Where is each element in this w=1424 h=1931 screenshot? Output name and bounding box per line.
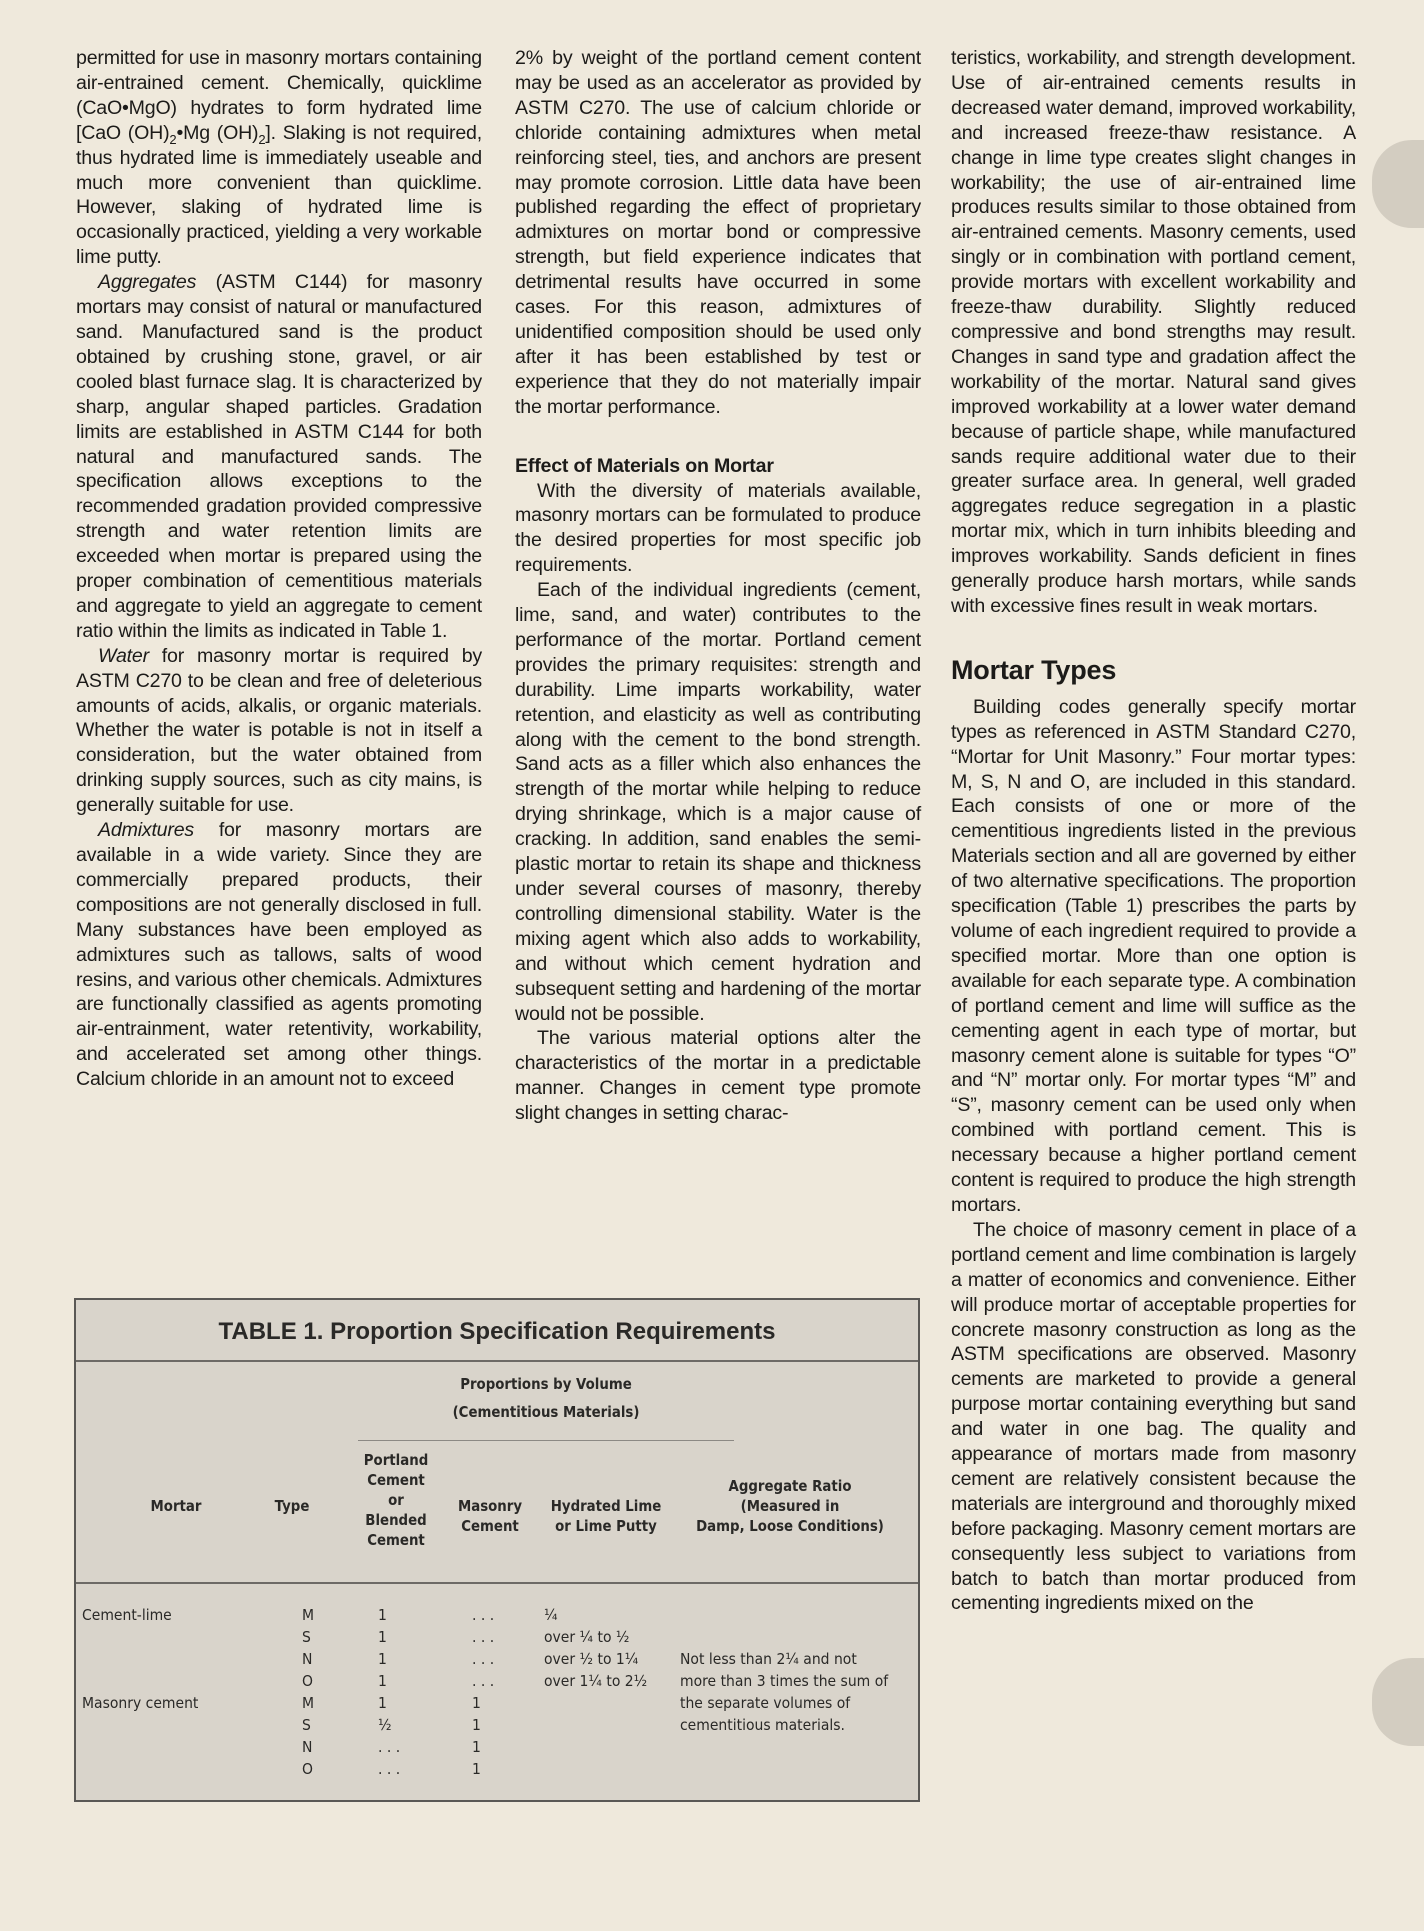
- column-2: [515, 46, 921, 1126]
- header-line: or: [388, 1491, 404, 1509]
- header-line: Cement: [367, 1471, 425, 1489]
- paragraph-lime: [76, 46, 482, 270]
- cell-type: O: [302, 1672, 313, 1690]
- cell-portland: 1: [378, 1606, 387, 1624]
- header-line: Masonry: [457, 1497, 523, 1515]
- group-header-rule: [358, 1440, 734, 1441]
- cell-masonry: . . .: [472, 1672, 495, 1690]
- subscript: 2: [258, 131, 266, 147]
- cell-lime: over 1¼ to 2½: [544, 1672, 648, 1690]
- column-3: [951, 46, 1356, 1616]
- header-line: Damp, Loose Conditions): [696, 1517, 884, 1535]
- cell-masonry: . . .: [472, 1628, 495, 1646]
- header-line: Hydrated Lime: [550, 1497, 662, 1515]
- page-edge-tab-top: [1372, 140, 1424, 228]
- section-heading-mortar-types: Mortar Types: [951, 654, 1117, 685]
- paragraph-masonry-cement-choice: The choice of masonry cement in place of a portland cement and lime combination is largely a matter of economics and convenience. Either will produce mortar of acceptable properties for concrete masonry construction as long as the ASTM specifications are observed. Masonry cements are marketed to provide a general purpose mortar containing everything but sand and water in one bag. The quality and appearance of mortars made from masonry cement are relatively consistent because the materials are interground and thoroughly mixed before packaging. Masonry cement mortars are consequently less subject to variations from batch to batch than mortar produced from cementing ingredients mixed on the: [951, 1218, 1356, 1615]
- text: for masonry mortar is required by ASTM C270 to be clean and free of deleterious amounts of acids, alkalis, or organic materials. Whether the water is potable is not in itself a consideration, but the water obtained from drinking supply sources, such as city mains, is generally suitable for use.: [76, 644, 482, 817]
- group-header-line: (Cementitious Materials): [452, 1403, 640, 1421]
- paragraph-characteristics: teristics, workability, and strength development. Use of air-entrained cements results in decreased water demand, improved workability, and increased freeze-thaw resistance. A change in lime type creates slight changes in workability; the use of air-entrained lime produces results similar to those obtained from air-entrained cements. Masonry cements, used singly or in combination with portland cement, provide mortars with excellent workability and freeze-thaw durability. Slightly reduced compressive and bond strengths may result. Changes in sand type and gradation affect the workability of the mortar. Natural sand gives improved workability at a lower water demand because of particle shape, while manufactured sands require additional water due to their greater surface area. In general, well graded aggregates reduce segregation in a plastic mortar mix, which in turn inhibits bleeding and improves workability. Sands deficient in fines generally produce harsh mortars, while sands with excessive fines result in weak mortars.: [951, 47, 1356, 617]
- paragraph-building-codes: Building codes generally specify mortar types as referenced in ASTM Standard C270, “Mortar for Unit Masonry.” Four mortar types: M, S, N and O, are included in this standard. Each consists of one or more of the cementitious ingredients listed in the previous Materials section and all are governed by either of two alternative specifications. The proportion specification (Table 1) prescribes the parts by volume of each ingredient required to provide a specified mortar. More than one option is available for each separate type. A combination of portland cement and lime will suffice as the cementing agent in each type of mortar, but masonry cement alone is suitable for types “O” and “N” mortar only. For mortar types “M” and “S”, masonry cement can be used only when combined with portland cement. This is necessary because a higher portland cement content is required to produce the high strength mortars.: [951, 695, 1356, 1216]
- cell-type: M: [302, 1606, 315, 1624]
- group-header: [384, 1374, 707, 1422]
- cell-portland: 1: [378, 1650, 387, 1668]
- subscript: 2: [169, 131, 177, 147]
- table-rule-top: [76, 1360, 918, 1362]
- term: Water: [98, 644, 149, 667]
- cell-masonry: . . .: [472, 1650, 495, 1668]
- page-edge-tab-bottom: [1372, 1658, 1424, 1746]
- table-proportion-specification: [74, 1298, 920, 1802]
- header-mortar: Mortar: [150, 1497, 202, 1515]
- header-line: Portland: [363, 1451, 429, 1469]
- table-rule-header: [76, 1582, 918, 1584]
- note-line: Not less than 2¼ and not: [680, 1650, 857, 1668]
- cell-masonry: 1: [472, 1694, 481, 1712]
- cell-type: S: [302, 1716, 311, 1734]
- text: •Mg (OH): [176, 121, 259, 144]
- paragraph-material-options: The various material options alter the characteristics of the mortar in a predictable manner. Changes in cement type promote slight changes in setting charac-: [515, 1027, 921, 1125]
- group-header-line: Proportions by Volume: [460, 1375, 632, 1393]
- cell-portland: 1: [378, 1694, 387, 1712]
- header-line: or Lime Putty: [555, 1517, 657, 1535]
- cell-portland: 1: [378, 1628, 387, 1646]
- text: (ASTM C144) for masonry mortars may consist of natural or manufactured sand. Manufactured sand is the product obtained by crushing stone, gravel, or air cooled blast furnace slag. It is characterized by sharp, angular shaped particles. Gradation limits are established in ASTM C144 for both natural and manufactured sands. The specification allows exceptions to the recommended gradation provided compressive strength and water retention limits are exceeded when mortar is prepared using the proper combination of cementitious materials and aggregate to yield an aggregate to cement ratio within the limits as indicated in Table 1.: [76, 271, 482, 642]
- header-masonry: [447, 1496, 533, 1536]
- cell-portland: ½: [378, 1716, 392, 1734]
- cell-lime: ¼: [544, 1606, 558, 1624]
- note-line: more than 3 times the sum of: [680, 1672, 889, 1690]
- cell-portland: 1: [378, 1672, 387, 1690]
- cell-type: N: [302, 1738, 313, 1756]
- term: Admixtures: [98, 819, 194, 842]
- cell-masonry: 1: [472, 1760, 481, 1778]
- column-1: [76, 46, 482, 1092]
- paragraph-admixtures: [76, 818, 482, 1092]
- cell-type: S: [302, 1628, 311, 1646]
- header-line: Blended: [365, 1511, 427, 1529]
- header-lime: [548, 1496, 665, 1536]
- cell-lime: over ½ to 1¼: [544, 1650, 639, 1668]
- cell-type: M: [302, 1694, 315, 1712]
- paragraph-diversity: With the diversity of materials available, masonry mortars can be formulated to produce the desired properties for most specific job requirements.: [515, 479, 921, 577]
- group-label-masonry-cement: Masonry cement: [82, 1694, 199, 1712]
- aggregate-ratio-note: [680, 1648, 896, 1736]
- cell-masonry: 1: [472, 1738, 481, 1756]
- cell-portland: . . .: [378, 1760, 401, 1778]
- cell-masonry: . . .: [472, 1606, 495, 1624]
- cell-lime: over ¼ to ½: [544, 1628, 630, 1646]
- cell-type: N: [302, 1650, 313, 1668]
- section-heading-effect-of-materials: Effect of Materials on Mortar: [515, 454, 774, 477]
- table-title: TABLE 1. Proportion Specification Requirements: [218, 1318, 776, 1345]
- header-line: (Measured in: [740, 1497, 840, 1515]
- header-type: Type: [274, 1497, 310, 1515]
- header-portland: [353, 1450, 439, 1550]
- header-line: Cement: [367, 1531, 425, 1549]
- text: ]. Slaking is not required, thus hydrated lime is immediately useable and much more convenient than quicklime. However, slaking of hydrated lime is occasionally practiced, yielding a very workable lime putty.: [76, 121, 482, 269]
- note-line: cementitious materials.: [680, 1716, 845, 1734]
- cell-masonry: 1: [472, 1716, 481, 1734]
- paragraph-ingredients: Each of the individual ingredients (cement, lime, sand, and water) contributes to the performance of the mortar. Portland cement provides the primary requisites: strength and durability. Lime imparts workability, water retention, and elasticity as well as contributing along with the cement to the bond strength. Sand acts as a filler which also enhances the strength of the mortar while helping to reduce drying shrinkage, which is a major cause of cracking. In addition, sand enables the semi-plastic mortar to retain its shape and thickness under several courses of masonry, thereby controlling dimensional stability. Water is the mixing agent which also adds to workability, and without which cement hydration and subsequent setting and hardening of the mortar would not be possible.: [515, 579, 921, 1025]
- cell-type: O: [302, 1760, 313, 1778]
- paragraph-aggregates: [76, 270, 482, 644]
- paragraph-water: [76, 644, 482, 818]
- note-line: the separate volumes of: [680, 1694, 851, 1712]
- text: permitted for use in masonry mortars containing air-entrained cement. Chemically, quicklime (CaO•MgO) hydrates to form hydrated lime [CaO (OH): [76, 47, 482, 144]
- header-line: Aggregate Ratio: [728, 1477, 852, 1495]
- text: for masonry mortars are available in a wide variety. Since they are commercially prepared products, their compositions are not generally disclosed in full. Many substances have been employed as admixtures such as tallows, salts of wood resins, and various other chemicals. Admixtures are functionally classified as agents promoting air-entrainment, water retentivity, workability, and accelerated set among other things. Calcium chloride in an amount not to exceed: [76, 819, 482, 1091]
- group-label-cement-lime: Cement-lime: [82, 1606, 172, 1624]
- paragraph-accelerator: 2% by weight of the portland cement content may be used as an accelerator as provided by ASTM C270. The use of calcium chloride or chloride containing admixtures when metal reinforcing steel, ties, and anchors are present may promote corrosion. Little data have been published regarding the effect of proprietary admixtures on mortar bond or compressive strength, but field experience indicates that detrimental results have occurred in some cases. For this reason, admixtures of unidentified composition should be used only after it has been established by test or experience that they do not materially impair the mortar performance.: [515, 47, 921, 418]
- header-line: Cement: [461, 1517, 519, 1535]
- header-aggregate: [687, 1476, 893, 1536]
- cell-portland: . . .: [378, 1738, 401, 1756]
- term: Aggregates: [98, 271, 197, 294]
